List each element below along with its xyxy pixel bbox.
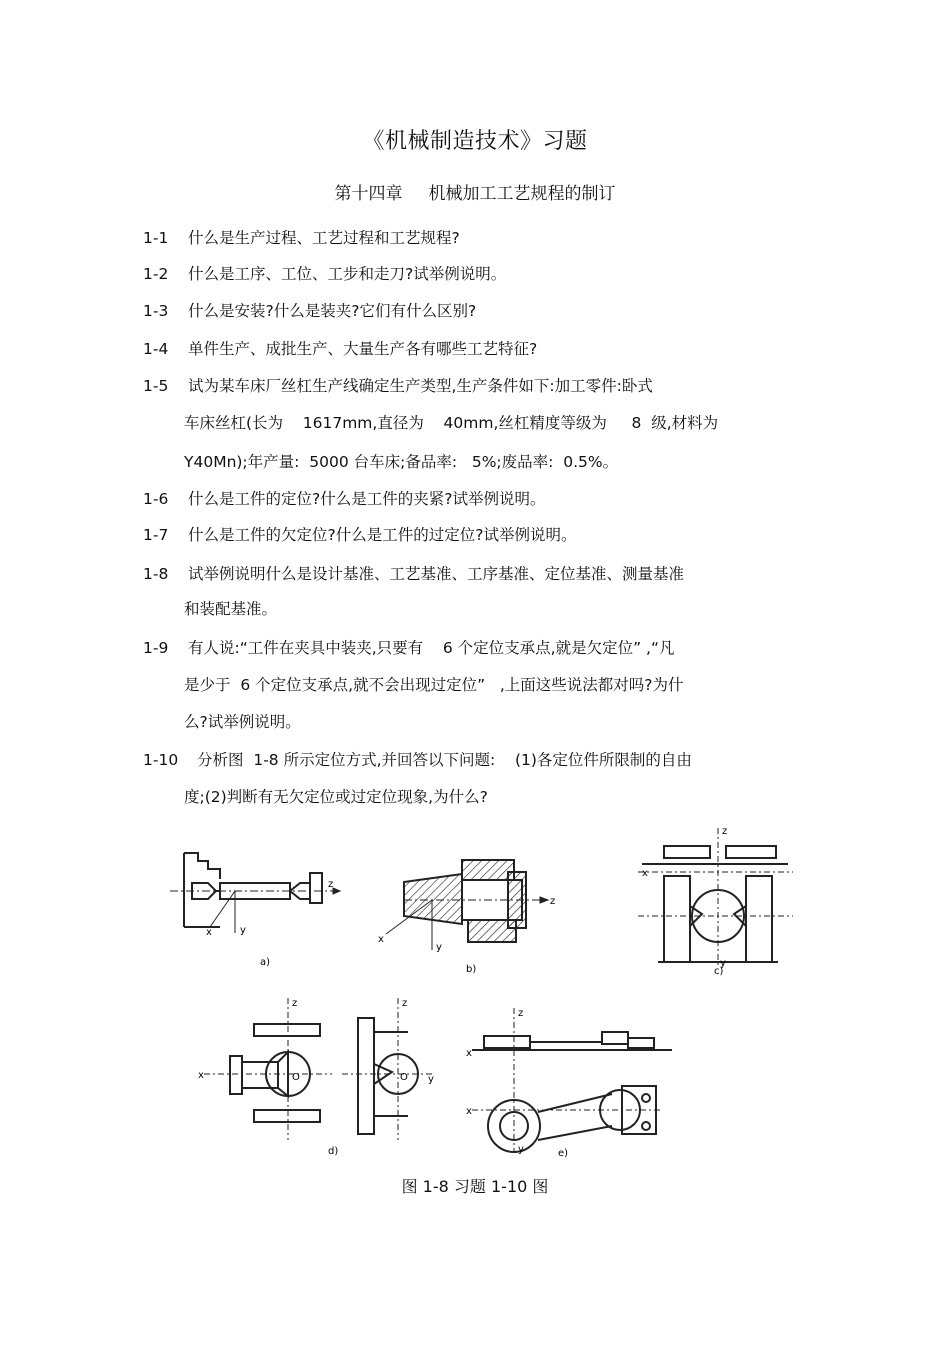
axis-x-label: x [206,927,212,938]
question-number: 1-9 [143,639,169,657]
question-text: 么?试举例说明。 [184,713,301,731]
question-text: 车床丝杠(长为 1617mm,直径为 40mm,丝杠精度等级为 8 级,材料为 [184,414,719,432]
axis-x-label: x [198,1070,204,1081]
axis-x-label-2: x [466,1106,472,1117]
axis-y-label: y [240,925,246,936]
axis-y-label: y [436,942,442,953]
question-text: 什么是工件的定位?什么是工件的夹紧?试举例说明。 [188,490,546,508]
question-text: 试为某车床厂丝杠生产线确定生产类型,生产条件如下:加工零件:卧式 [188,377,653,395]
question-number: 1-6 [143,490,169,508]
figure-a-lathe-centers [150,835,350,975]
figure-e-connecting-rod [462,1002,682,1162]
document-title: 《机械制造技术》习题 [362,129,588,154]
figure-d-fork-clamp [192,992,452,1162]
chapter-number: 第十四章 [334,184,403,204]
axis-z-label: z [550,896,556,907]
axis-z-label-2: z [402,998,408,1009]
question-number: 1-3 [143,302,169,320]
question-text: 有人说:“工件在夹具中装夹,只要有 6 个定位支承点,就是欠定位” ,“凡 [188,639,675,657]
sub-label-e: e) [558,1148,569,1159]
axis-z-label: z [292,998,298,1009]
question-number: 1-7 [143,526,169,544]
axis-z-label: z [722,826,728,837]
axis-x-label: x [642,868,648,879]
question-text: 什么是安装?什么是装夹?它们有什么区别? [188,302,477,320]
question-number: 1-5 [143,377,169,395]
question-text: 度;(2)判断有无欠定位或过定位现象,为什么? [184,788,488,806]
question-text: 是少于 6 个定位支承点,就不会出现过定位” ,上面这些说法都对吗?为什 [184,676,684,694]
question-text: 试举例说明什么是设计基准、工艺基准、工序基准、定位基准、测量基准 [188,565,685,583]
axis-y-label: y [518,1144,524,1155]
sub-label-c: c) [714,966,724,977]
figure-b-mandrel [368,838,578,978]
sub-label-d: d) [328,1146,339,1157]
sub-label-a: a) [260,957,271,968]
question-text: 什么是生产过程、工艺过程和工艺规程? [188,229,460,247]
chapter-heading [0,179,950,204]
figure-c-v-blocks [628,822,808,982]
axis-z-label: z [518,1008,524,1019]
sub-label-b: b) [466,964,477,975]
question-text: Y40Mn);年产量: 5000 台车床;备品率: 5%;废品率: 0.5%。 [184,453,619,471]
axis-x-label: x [466,1048,472,1059]
axis-z-label: z [328,879,334,890]
question-text: 和装配基准。 [184,600,278,618]
axis-y-label: y [720,958,726,969]
figure-caption: 图 1-8 习题 1-10 图 [401,1177,549,1196]
question-number: 1-8 [143,565,169,583]
axis-y-label: y [428,1074,434,1085]
chapter-name: 机械加工工艺规程的制订 [428,184,616,204]
question-number: 1-4 [143,340,169,358]
question-text: 分析图 1-8 所示定位方式,并回答以下问题: (1)各定位件所限制的自由 [197,751,692,769]
question-text: 单件生产、成批生产、大量生产各有哪些工艺特征? [188,340,538,358]
question-text: 什么是工件的欠定位?什么是工件的过定位?试举例说明。 [188,526,577,544]
question-text: 什么是工序、工位、工步和走刀?试举例说明。 [188,265,507,283]
question-number: 1-1 [143,229,169,247]
origin-label-2: O [400,1072,408,1083]
question-number: 1-10 [143,751,179,769]
question-number: 1-2 [143,265,169,283]
origin-label: O [292,1072,300,1083]
axis-x-label: x [378,934,384,945]
